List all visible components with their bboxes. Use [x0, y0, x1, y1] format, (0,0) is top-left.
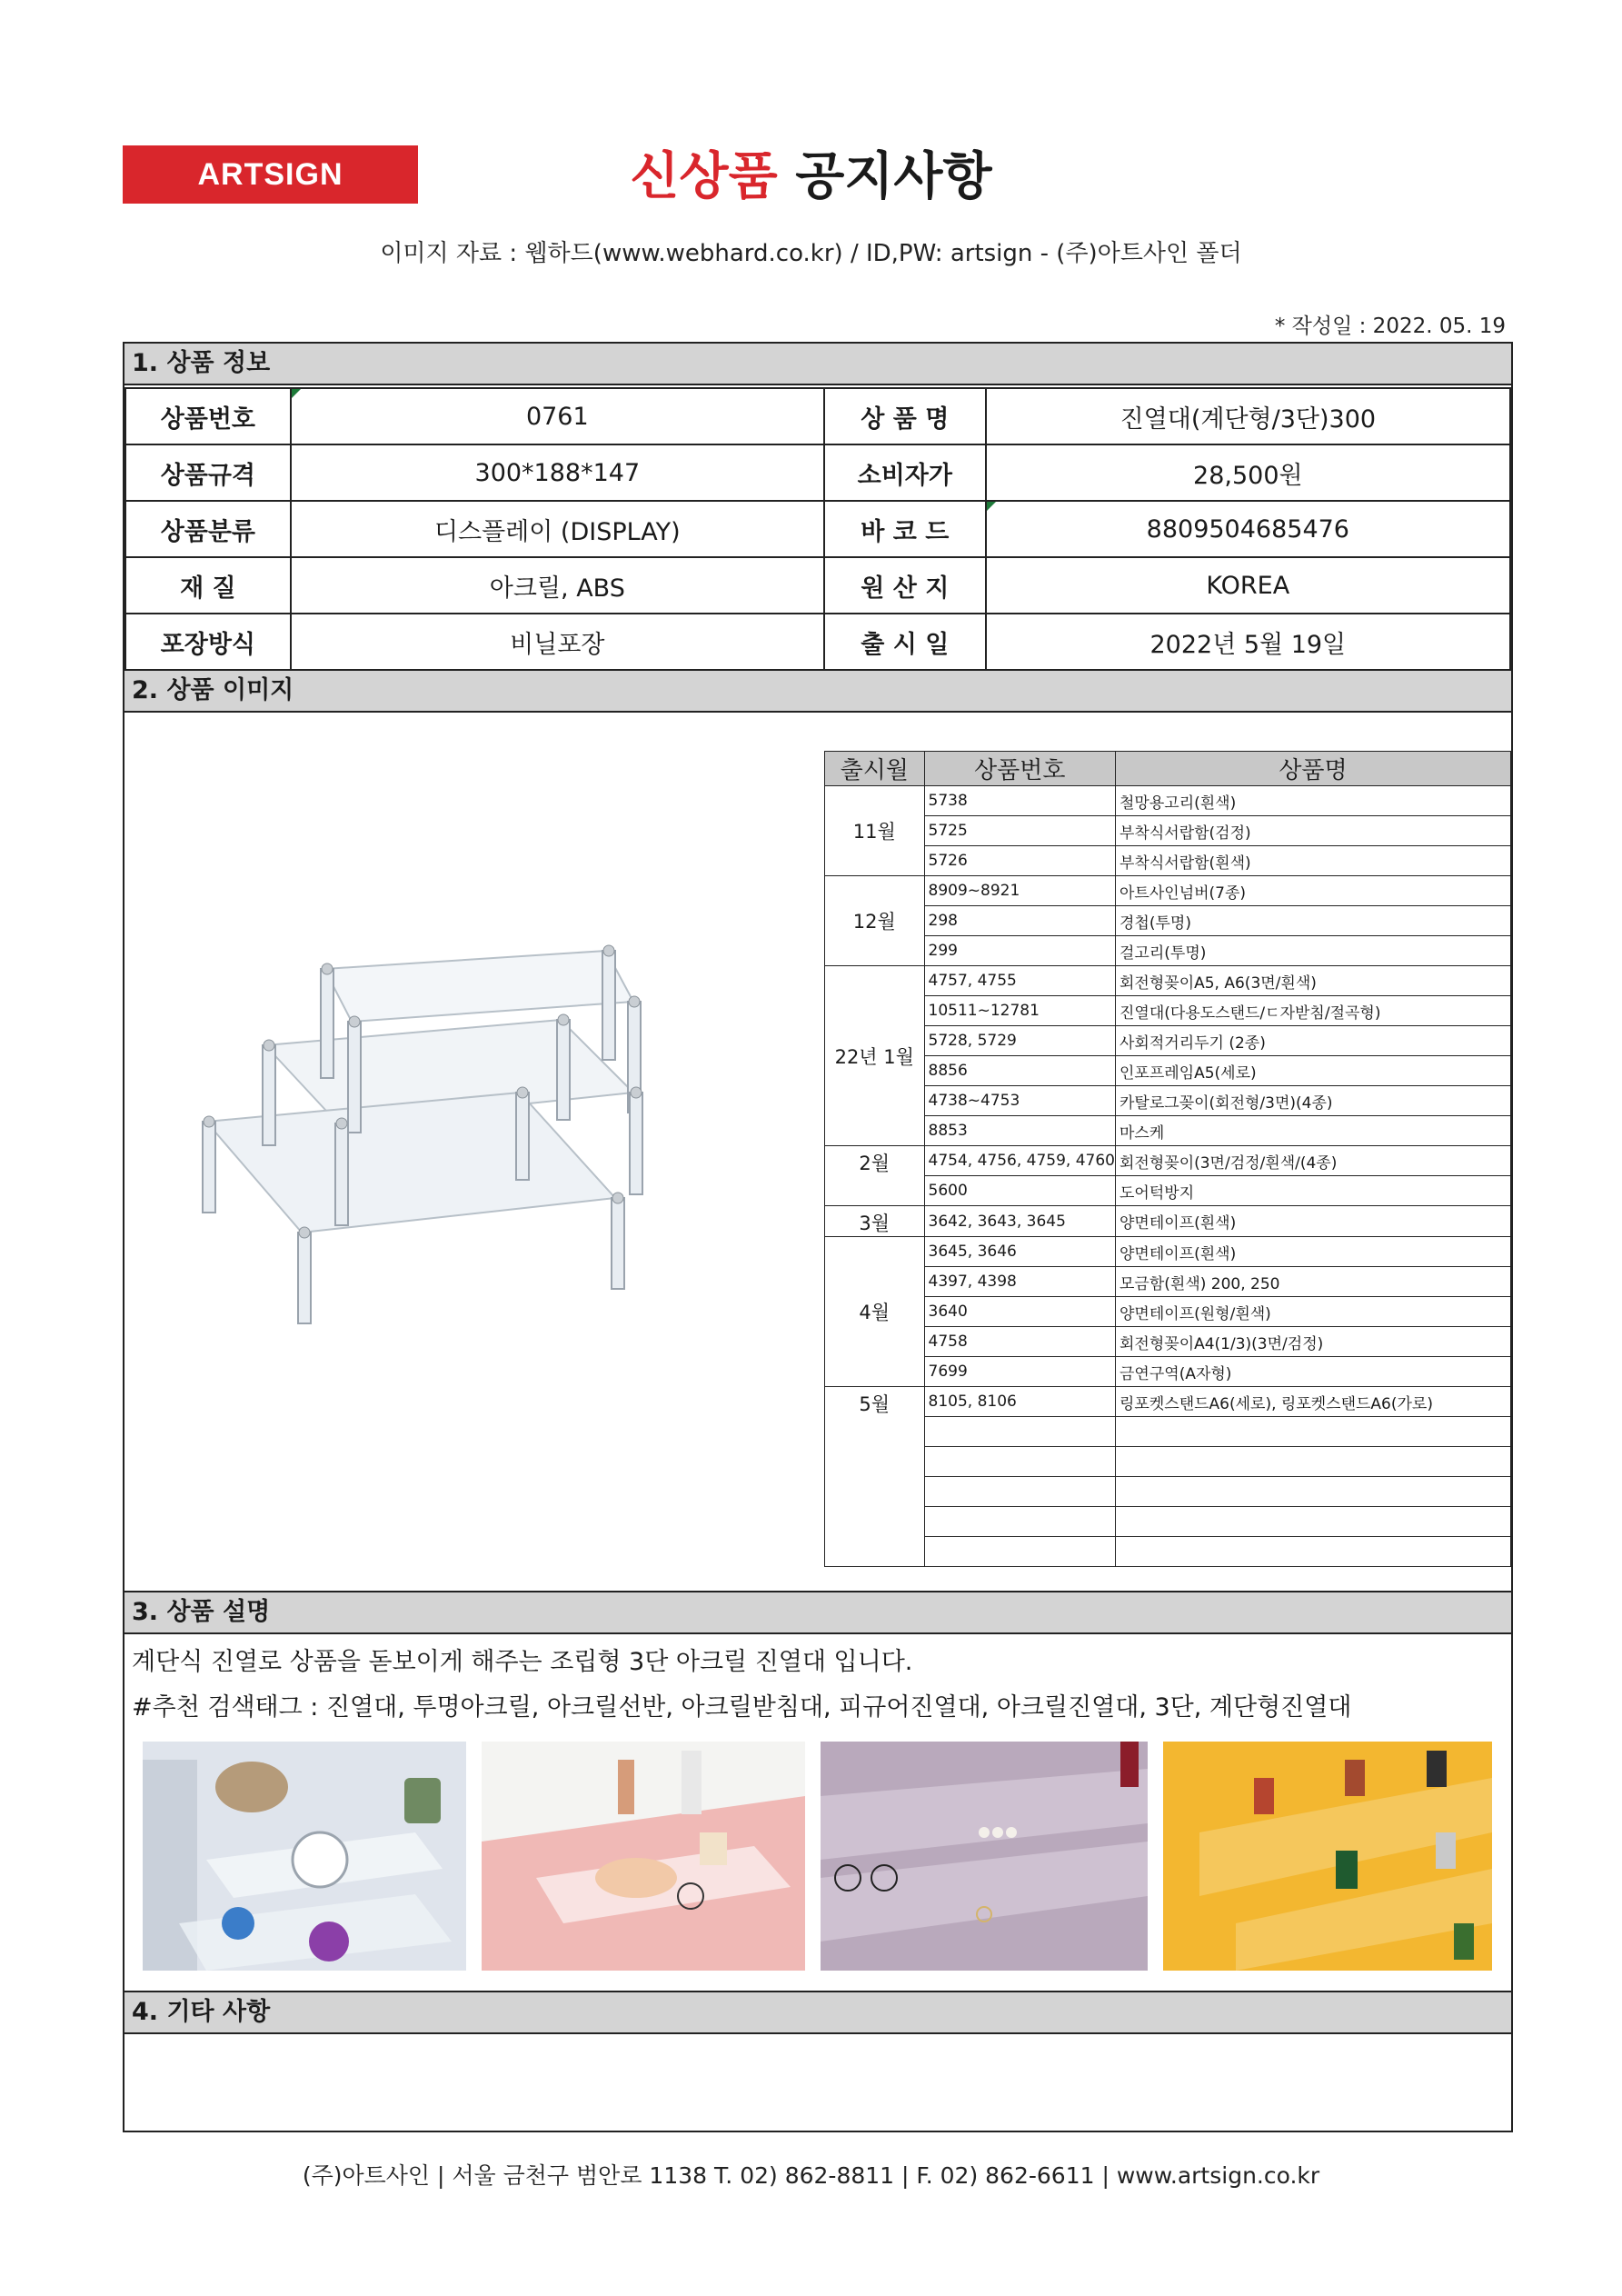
- release-name-cell: 카탈로그꽂이(회전형/3면)(4종): [1116, 1086, 1511, 1116]
- info-label: 재 질: [125, 557, 291, 614]
- cell-comment-marker-icon: [292, 389, 301, 398]
- written-date: * 작성일 : 2022. 05. 19: [1274, 314, 1506, 338]
- release-empty-row: [825, 1507, 1511, 1537]
- release-name-cell: 모금함(흰색) 200, 250: [1116, 1267, 1511, 1297]
- header-product-code: 상품번호: [924, 752, 1115, 786]
- release-row: [825, 1327, 1511, 1357]
- release-empty-cell: [1116, 1537, 1511, 1567]
- product-image-area: [124, 713, 1511, 1594]
- info-value: 2022년 5월 19일: [986, 614, 1510, 670]
- release-name-cell: 인포프레임A5(세로): [1116, 1056, 1511, 1086]
- image-source-note: 이미지 자료 : 웹하드(www.webhard.co.kr) / ID,PW: artsign - (주)아트사인 폴더: [380, 240, 1242, 267]
- release-row: [825, 1267, 1511, 1297]
- release-code-cell: 3642, 3643, 3645: [924, 1206, 1115, 1237]
- release-code-cell: 4757, 4755: [924, 966, 1115, 996]
- release-code-cell: 5728, 5729: [924, 1026, 1115, 1056]
- release-code-cell: 8856: [924, 1056, 1115, 1086]
- release-row: [825, 1146, 1511, 1176]
- release-row: [825, 1237, 1511, 1267]
- release-name-cell: 도어턱방지: [1116, 1176, 1511, 1206]
- release-code-cell: 8105, 8106: [924, 1387, 1115, 1417]
- release-month-cell: 12월: [825, 876, 925, 966]
- release-name-cell: 마스케: [1116, 1116, 1511, 1146]
- release-empty-row: [825, 1537, 1511, 1567]
- release-name-cell: 회전형꽂이(3면/검정/흰색/(4종): [1116, 1146, 1511, 1176]
- info-value: 0761: [291, 388, 824, 444]
- usage-photo-jewelry: [821, 1742, 1148, 1971]
- section-product-image-title: 2. 상품 이미지: [124, 669, 1511, 713]
- product-info-table: [124, 387, 1511, 671]
- release-month-cell: 5월: [825, 1387, 925, 1567]
- section-product-info-title: 1. 상품 정보: [124, 342, 1511, 385]
- release-month-cell: 4월: [825, 1237, 925, 1387]
- usage-photo-clock: [143, 1742, 466, 1971]
- other-notes-area: [124, 2034, 1511, 2131]
- release-name-cell: 부착식서랍함(흰색): [1116, 846, 1511, 876]
- release-empty-cell: [924, 1447, 1115, 1477]
- info-value: 비닐포장: [291, 614, 824, 670]
- release-row: [825, 1086, 1511, 1116]
- release-code-cell: 4738~4753: [924, 1086, 1115, 1116]
- release-month-cell: 2월: [825, 1146, 925, 1206]
- release-name-cell: 회전형꽂이A4(1/3)(3면/검정): [1116, 1327, 1511, 1357]
- info-value: 디스플레이 (DISPLAY): [291, 501, 824, 557]
- release-code-cell: 4754, 4756, 4759, 4760: [924, 1146, 1115, 1176]
- release-row: [825, 1116, 1511, 1146]
- release-code-cell: 299: [924, 936, 1115, 966]
- info-label: 상품분류: [125, 501, 291, 557]
- release-name-cell: 회전형꽂이A5, A6(3면/흰색): [1116, 966, 1511, 996]
- info-value: KOREA: [986, 557, 1510, 614]
- release-code-cell: 4758: [924, 1327, 1115, 1357]
- usage-photo-glasses: [482, 1742, 805, 1971]
- info-row: [125, 614, 1510, 670]
- release-name-cell: 진열대(다용도스탠드/ㄷ자받침/절곡형): [1116, 996, 1511, 1026]
- release-empty-cell: [924, 1537, 1115, 1567]
- product-description-area: [124, 1634, 1511, 1991]
- release-empty-row: [825, 1477, 1511, 1507]
- release-name-cell: 사회적거리두기 (2종): [1116, 1026, 1511, 1056]
- info-row: [125, 501, 1510, 557]
- release-month-cell: 11월: [825, 786, 925, 876]
- info-label: 출 시 일: [824, 614, 986, 670]
- release-row: [825, 936, 1511, 966]
- release-row: [825, 1387, 1511, 1417]
- release-code-cell: 10511~12781: [924, 996, 1115, 1026]
- info-label: 포장방식: [125, 614, 291, 670]
- release-code-cell: 5726: [924, 846, 1115, 876]
- release-name-cell: 아트사인넘버(7종): [1116, 876, 1511, 906]
- release-empty-cell: [1116, 1447, 1511, 1477]
- release-row: [825, 1357, 1511, 1387]
- release-row: [825, 906, 1511, 936]
- release-empty-cell: [1116, 1477, 1511, 1507]
- release-name-cell: 경첩(투명): [1116, 906, 1511, 936]
- product-photo-stand: [179, 885, 724, 1394]
- release-name-cell: 걸고리(투명): [1116, 936, 1511, 966]
- release-row: [825, 1026, 1511, 1056]
- info-row: [125, 388, 1510, 444]
- release-code-cell: 5600: [924, 1176, 1115, 1206]
- release-row: [825, 1176, 1511, 1206]
- release-row: [825, 816, 1511, 846]
- release-name-cell: 양면테이프(흰색): [1116, 1206, 1511, 1237]
- release-code-cell: 5725: [924, 816, 1115, 846]
- info-row: [125, 557, 1510, 614]
- info-value: 아크릴, ABS: [291, 557, 824, 614]
- release-empty-row: [825, 1447, 1511, 1477]
- release-name-cell: 양면테이프(흰색): [1116, 1237, 1511, 1267]
- release-row: [825, 1297, 1511, 1327]
- usage-photo-strip: [124, 1742, 1511, 1971]
- title-highlight: 신상품: [630, 147, 778, 206]
- release-row: [825, 966, 1511, 996]
- release-month-cell: 3월: [825, 1206, 925, 1237]
- release-row: [825, 1056, 1511, 1086]
- release-code-cell: 3645, 3646: [924, 1237, 1115, 1267]
- description-text: 계단식 진열로 상품을 돋보이게 해주는 조립형 3단 아크릴 진열대 입니다.: [132, 1648, 913, 1676]
- info-label: 원 산 지: [824, 557, 986, 614]
- release-name-cell: 철망용고리(흰색): [1116, 786, 1511, 816]
- release-row: [825, 1206, 1511, 1237]
- info-label: 상품번호: [125, 388, 291, 444]
- release-code-cell: 8853: [924, 1116, 1115, 1146]
- release-name-cell: 금연구역(A자형): [1116, 1357, 1511, 1387]
- release-empty-cell: [924, 1417, 1115, 1447]
- release-code-cell: 4397, 4398: [924, 1267, 1115, 1297]
- logo-text: ARTSIGN: [197, 156, 343, 192]
- info-label: 상품규격: [125, 444, 291, 501]
- release-row: [825, 846, 1511, 876]
- release-empty-row: [825, 1417, 1511, 1447]
- notice-frame: [123, 342, 1513, 2132]
- info-row: [125, 444, 1510, 501]
- release-name-cell: 부착식서랍함(검정): [1116, 816, 1511, 846]
- title-rest: 공지사항: [777, 147, 992, 206]
- release-month-cell: 22년 1월: [825, 966, 925, 1146]
- section-other-notes-title: 4. 기타 사항: [124, 1991, 1511, 2034]
- page-title: [0, 136, 1622, 209]
- release-empty-cell: [924, 1507, 1115, 1537]
- company-footer: (주)아트사인 | 서울 금천구 범안로 1138 T. 02) 862-8811 | F. 02) 862-6611 | www.artsign.co.kr: [302, 2162, 1320, 2189]
- release-code-cell: 5738: [924, 786, 1115, 816]
- search-tags-text: #추천 검색태그 : 진열대, 투명아크릴, 아크릴선반, 아크릴받침대, 피규어진열대, 아크릴진열대, 3단, 계단형진열대: [132, 1693, 1352, 1722]
- release-code-cell: 298: [924, 906, 1115, 936]
- release-code-cell: 3640: [924, 1297, 1115, 1327]
- release-empty-cell: [1116, 1507, 1511, 1537]
- release-name-cell: 양면테이프(원형/흰색): [1116, 1297, 1511, 1327]
- header-release-month: 출시월: [825, 752, 925, 786]
- usage-photo-figures: [1163, 1742, 1492, 1971]
- release-empty-cell: [924, 1477, 1115, 1507]
- info-label: 소비자가: [824, 444, 986, 501]
- info-label: 바 코 드: [824, 501, 986, 557]
- release-list-table: [824, 751, 1511, 1567]
- release-row: [825, 876, 1511, 906]
- header-product-name: 상품명: [1116, 752, 1511, 786]
- info-value: 300*188*147: [291, 444, 824, 501]
- info-value: 진열대(계단형/3단)300: [986, 388, 1510, 444]
- release-code-cell: 7699: [924, 1357, 1115, 1387]
- release-name-cell: 링포켓스탠드A6(세로), 링포켓스탠드A6(가로): [1116, 1387, 1511, 1417]
- cell-comment-marker-icon: [987, 502, 996, 511]
- release-row: [825, 786, 1511, 816]
- release-empty-cell: [1116, 1417, 1511, 1447]
- info-label: 상 품 명: [824, 388, 986, 444]
- release-row: [825, 996, 1511, 1026]
- section-product-description-title: 3. 상품 설명: [124, 1591, 1511, 1634]
- release-code-cell: 8909~8921: [924, 876, 1115, 906]
- info-value: 8809504685476: [986, 501, 1510, 557]
- info-value: 28,500원: [986, 444, 1510, 501]
